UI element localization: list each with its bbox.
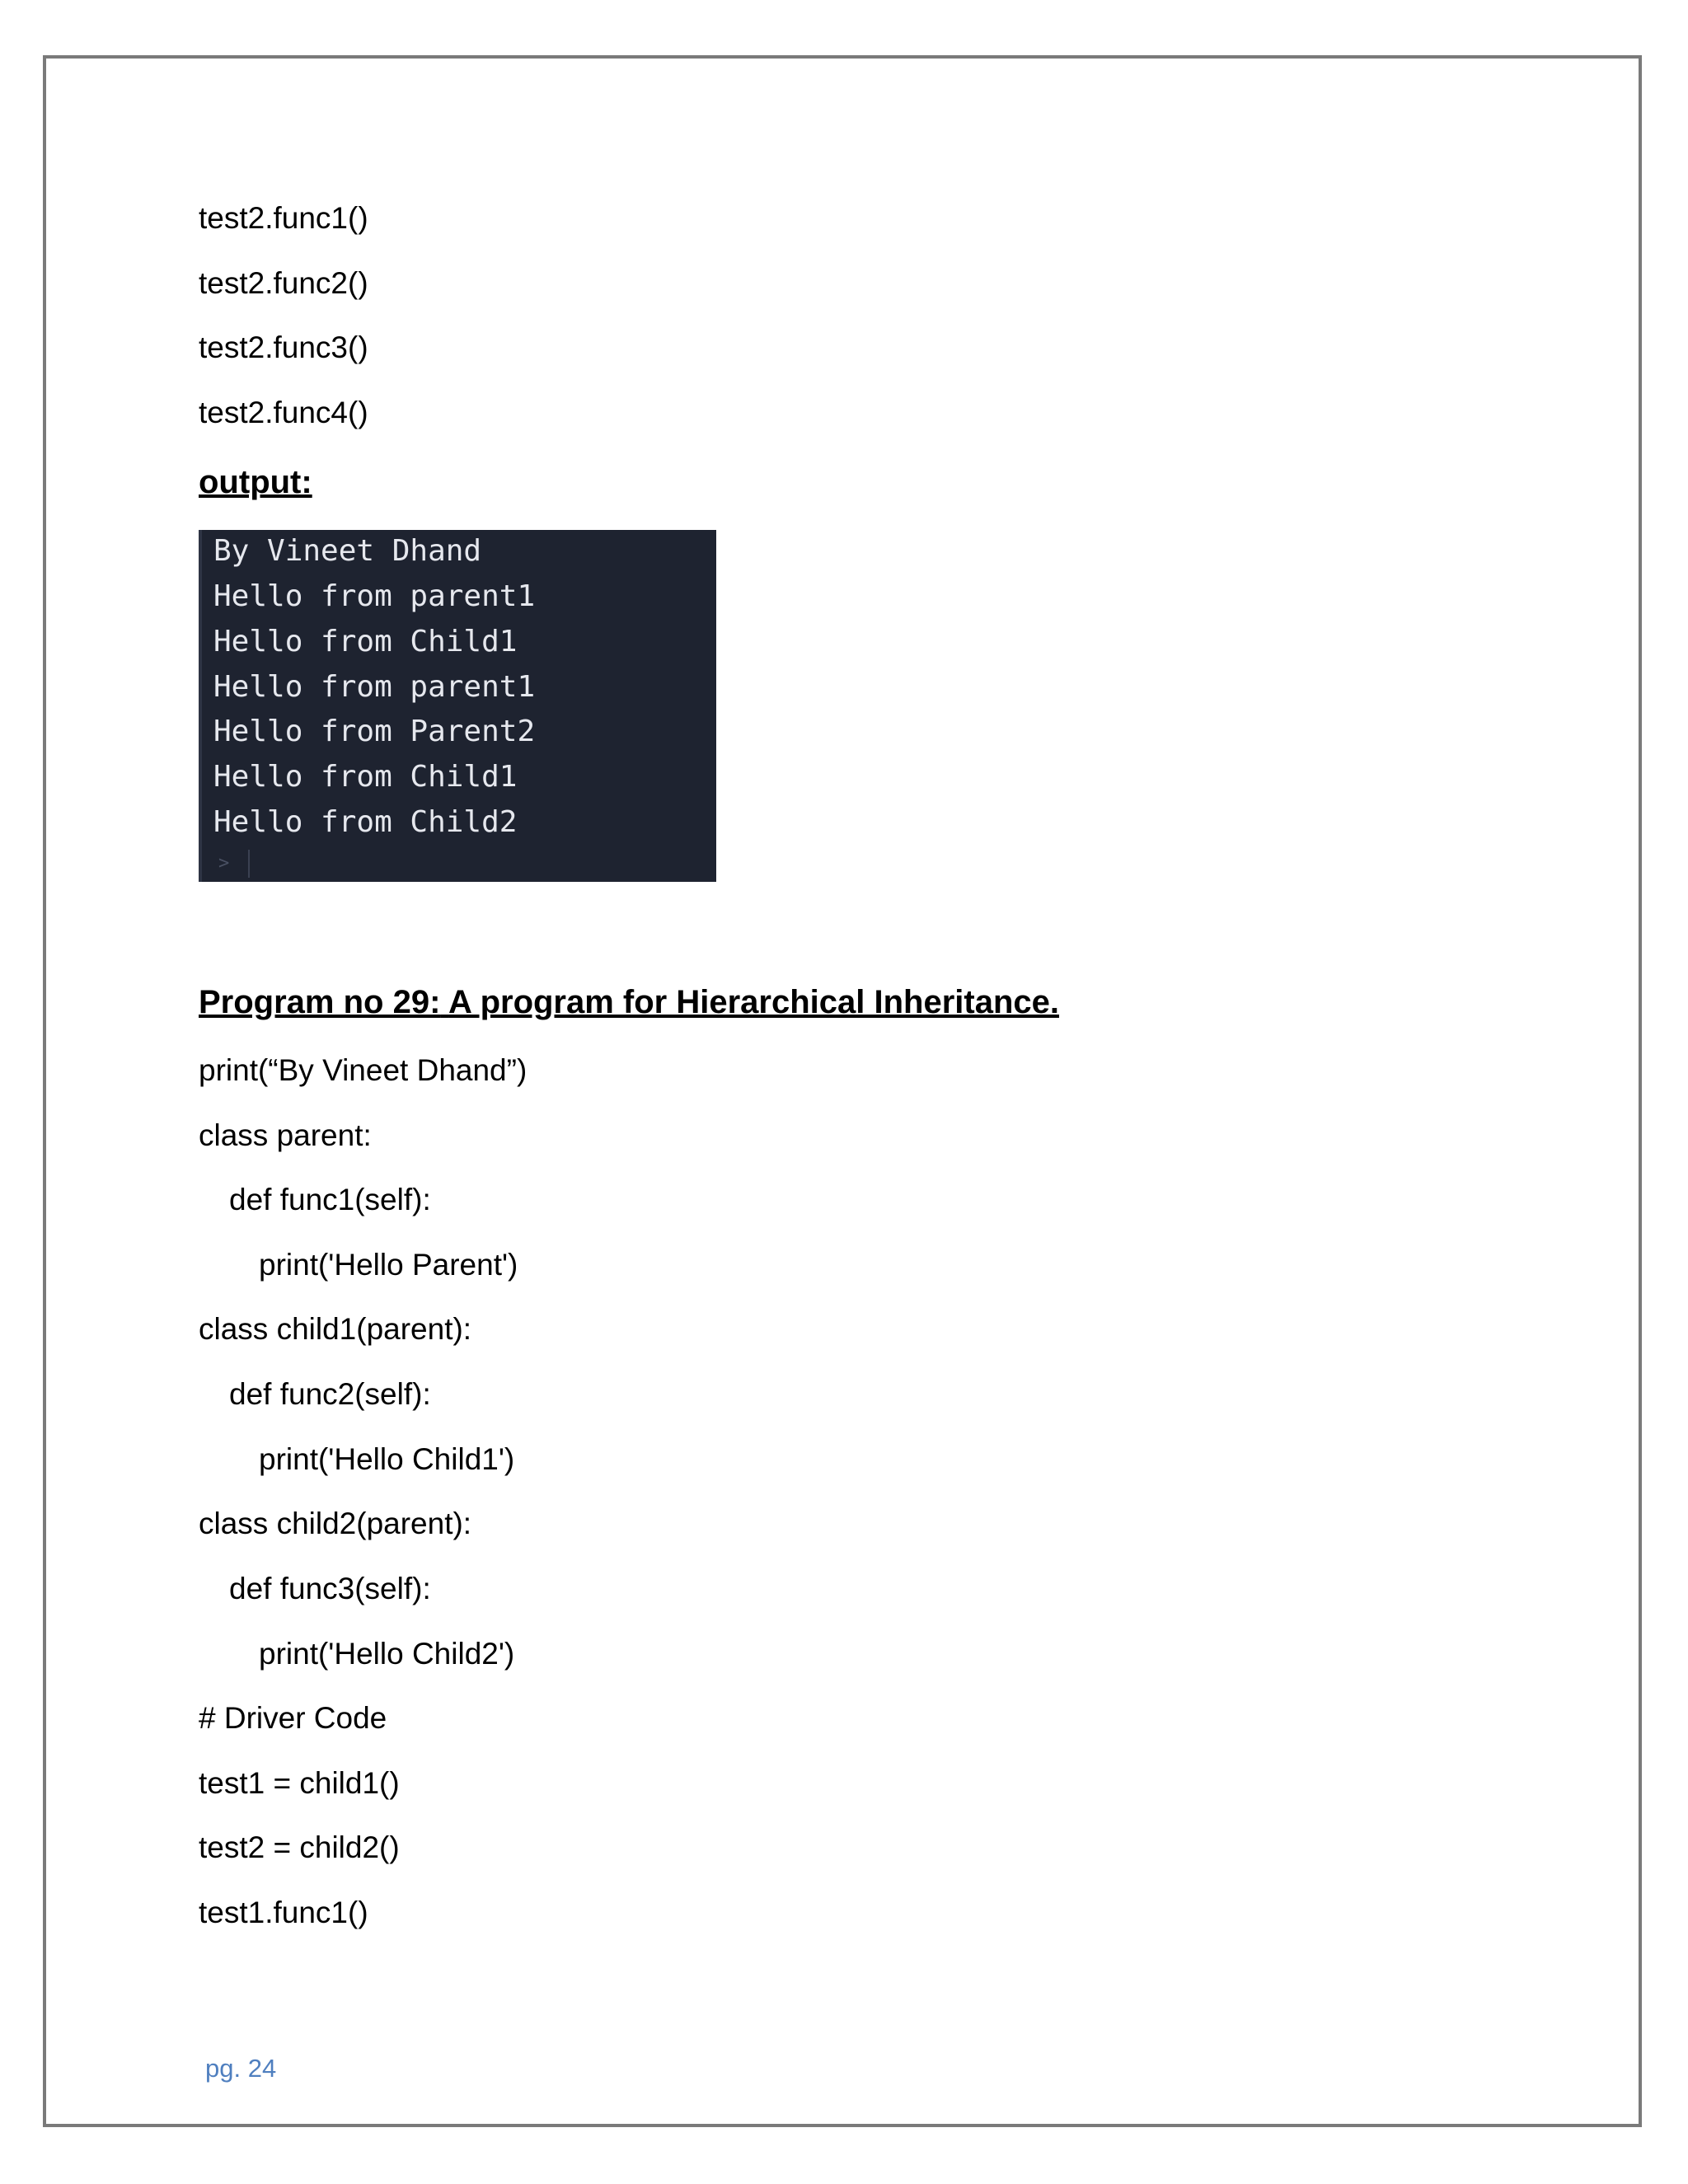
terminal-line: Hello from Child1 <box>213 625 518 658</box>
code-line: class child1(parent): <box>199 1312 472 1346</box>
terminal-line: Hello from parent1 <box>213 670 536 704</box>
terminal-prompt-icon: > <box>218 853 230 874</box>
code-line: class child2(parent): <box>199 1507 472 1540</box>
page-number: pg. 24 <box>205 2054 277 2083</box>
terminal-output-screenshot <box>199 530 716 882</box>
code-line: test2 = child2() <box>199 1830 400 1864</box>
code-line: test2.func2() <box>199 266 368 300</box>
code-comment: # Driver Code <box>199 1701 387 1735</box>
code-line: print('Hello Child2') <box>259 1637 515 1671</box>
terminal-line: Hello from Parent2 <box>213 715 536 748</box>
code-line: test2.func4() <box>199 396 368 429</box>
terminal-line: Hello from Child2 <box>213 805 518 839</box>
code-line: def func3(self): <box>229 1572 431 1605</box>
page-border <box>43 55 1642 2127</box>
output-heading: output: <box>199 464 312 500</box>
code-line: test2.func1() <box>199 201 368 235</box>
code-line: def func2(self): <box>229 1377 431 1411</box>
terminal-line: Hello from Child1 <box>213 760 518 794</box>
program-number: Program no 29: <box>199 984 441 1020</box>
code-line: def func1(self): <box>229 1183 431 1216</box>
program-title: A program for Hierarchical Inheritance. <box>448 984 1060 1020</box>
program-heading <box>199 982 1059 1022</box>
code-line: print('Hello Child1') <box>259 1442 515 1476</box>
code-line: print(“By Vineet Dhand”) <box>199 1053 528 1087</box>
code-line: class parent: <box>199 1118 372 1152</box>
code-line: test2.func3() <box>199 330 368 364</box>
terminal-line: By Vineet Dhand <box>213 534 482 568</box>
terminal-line: Hello from parent1 <box>213 579 536 613</box>
code-line: test1 = child1() <box>199 1766 400 1800</box>
code-line: print('Hello Parent') <box>259 1248 518 1282</box>
terminal-cursor <box>248 850 250 878</box>
code-line: test1.func1() <box>199 1896 368 1929</box>
